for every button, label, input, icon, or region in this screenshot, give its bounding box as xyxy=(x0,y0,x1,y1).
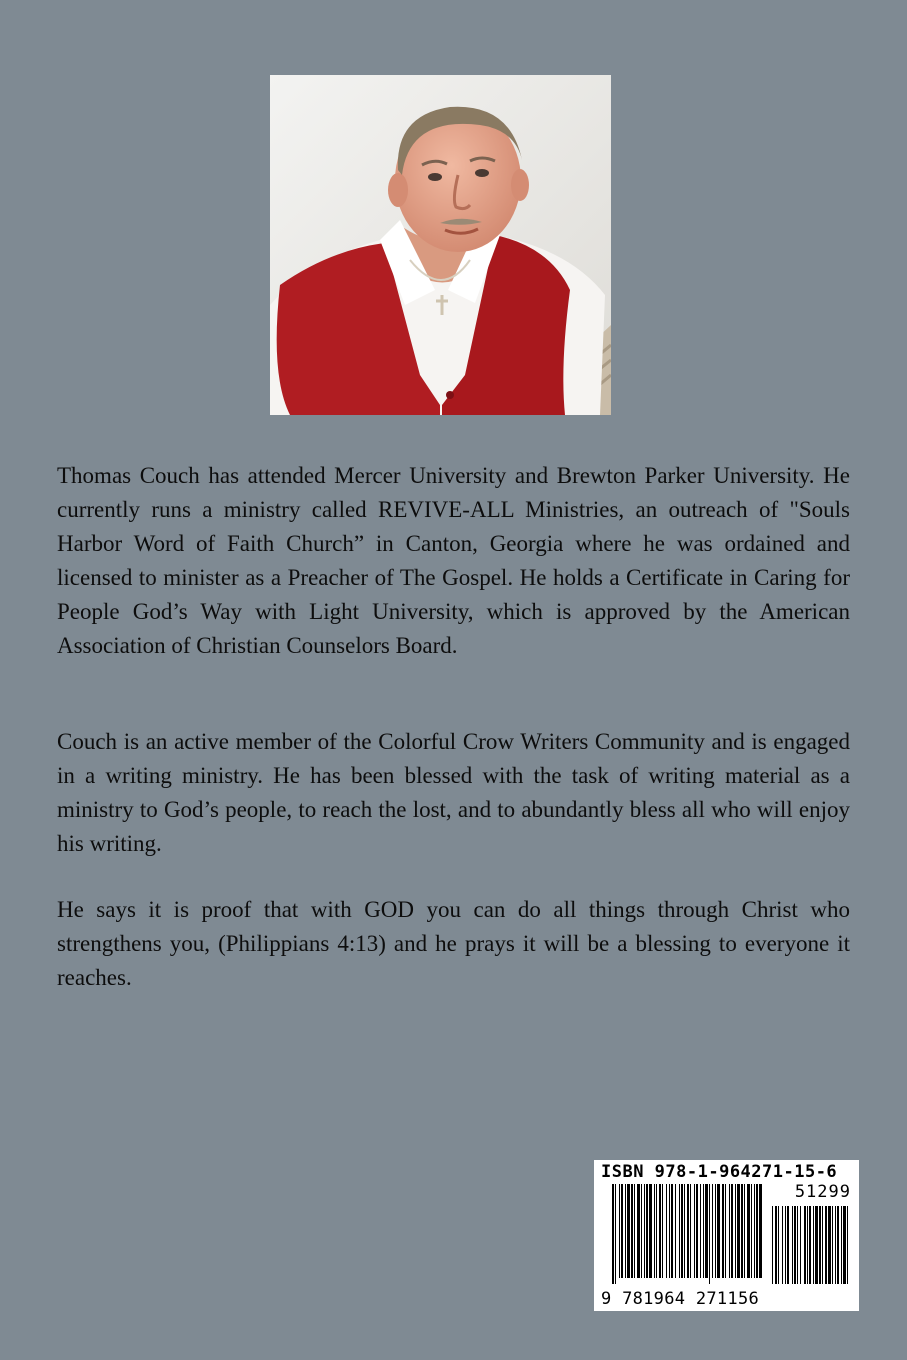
barcode-bar xyxy=(696,1184,698,1278)
barcode-bar xyxy=(625,1184,626,1278)
barcode-bar xyxy=(619,1184,620,1278)
addon-bar xyxy=(828,1206,831,1284)
addon-bar xyxy=(794,1206,796,1284)
barcode-bar xyxy=(666,1184,667,1278)
barcode-bar xyxy=(703,1184,704,1278)
isbn-barcode xyxy=(594,1160,859,1311)
bio-paragraph-1: Thomas Couch has attended Mercer University and Brewton Parker University. He currently runs a ministry called REVIVE-ALL Ministries, an outreach of "Souls Harbor Word of Faith Church” in Canton, Georgia where he was ordained and licensed to minister as a Preacher of The Gospel. He holds a Certificate in Caring for People God’s Way with Light University, which is approved by the American Association of Christian Counselors Board. xyxy=(57,463,850,658)
barcode-bar xyxy=(735,1184,736,1278)
author-portrait-illustration xyxy=(270,75,611,415)
isbn-label: ISBN 978-1-964271-15-6 xyxy=(601,1162,838,1182)
addon-bar xyxy=(775,1206,777,1284)
barcode-bar xyxy=(705,1184,708,1278)
barcode-bar xyxy=(654,1184,655,1278)
addon-bar xyxy=(843,1206,846,1284)
barcode-bar xyxy=(644,1184,645,1278)
addon-bar xyxy=(778,1206,779,1284)
addon-bar xyxy=(822,1206,823,1284)
addon-bar xyxy=(847,1206,848,1284)
barcode-bar xyxy=(751,1184,752,1278)
addon-bar xyxy=(792,1206,793,1284)
barcode-bar xyxy=(627,1184,630,1278)
barcode-bar xyxy=(741,1184,743,1278)
barcode-bar xyxy=(612,1184,614,1284)
addon-bar xyxy=(787,1206,789,1284)
barcode-bar xyxy=(637,1184,640,1278)
barcode-bar xyxy=(662,1184,663,1278)
addon-bar xyxy=(782,1206,783,1284)
barcode-bar xyxy=(754,1184,755,1278)
barcode-bar xyxy=(690,1184,691,1278)
barcode-bar xyxy=(687,1184,689,1278)
addon-bar xyxy=(797,1206,798,1284)
barcode-bar xyxy=(679,1184,680,1278)
addon-bar xyxy=(819,1206,821,1284)
price-code: 51299 xyxy=(794,1182,851,1202)
barcode-bar xyxy=(744,1184,745,1278)
barcode-bar xyxy=(756,1184,758,1278)
barcode-bar xyxy=(737,1184,740,1278)
barcode-bar xyxy=(669,1184,670,1278)
barcode-bar xyxy=(675,1184,676,1278)
barcode-bar xyxy=(641,1184,642,1278)
barcode-bar xyxy=(709,1184,710,1284)
barcode-bar xyxy=(729,1184,730,1278)
addon-bar xyxy=(825,1206,827,1284)
barcode-bar xyxy=(725,1184,726,1278)
barcode-bar xyxy=(731,1184,733,1278)
barcode-bar xyxy=(671,1184,673,1278)
ean-digits: 9 781964 271156 xyxy=(601,1289,760,1309)
barcode-bar xyxy=(681,1184,683,1278)
barcode-bar xyxy=(659,1184,661,1278)
barcode-bar xyxy=(694,1184,695,1278)
barcode-bar xyxy=(712,1184,713,1278)
barcode-bar xyxy=(700,1184,701,1278)
bio-paragraph-2: Couch is an active member of the Colorful Crow Writers Community and is engaged in a writing ministry. He has been blessed with the task of writing material as a ministry to God’s people, to reach the lost, and to abundantly bless all who will enjoy his writing. xyxy=(57,729,850,856)
barcode-bar xyxy=(684,1184,685,1278)
barcode-bar xyxy=(715,1184,716,1278)
addon-bar xyxy=(772,1206,773,1284)
barcode-bar xyxy=(656,1184,657,1278)
addon-bar xyxy=(804,1206,806,1284)
bio-paragraph-3: He says it is proof that with GOD you can do all things through Christ who strengthens you, (Philippians 4:13) and he prays it will be a blessing to everyone it reaches. xyxy=(57,897,850,990)
barcode-bar xyxy=(621,1184,623,1278)
barcode-bar xyxy=(747,1184,750,1278)
addon-bar xyxy=(809,1206,811,1284)
addon-bar xyxy=(800,1206,801,1284)
barcode-bars xyxy=(612,1184,852,1290)
addon-bar xyxy=(841,1206,842,1284)
barcode-bar xyxy=(759,1184,762,1278)
barcode-bar xyxy=(615,1184,616,1284)
addon-bar xyxy=(837,1206,839,1284)
addon-bar xyxy=(835,1206,836,1284)
barcode-bar xyxy=(634,1184,635,1278)
barcode-bar xyxy=(717,1184,720,1278)
barcode-bar xyxy=(722,1184,724,1278)
barcode-bar xyxy=(631,1184,633,1278)
barcode-bar xyxy=(649,1184,652,1278)
addon-bar xyxy=(832,1206,833,1284)
addon-bar xyxy=(815,1206,818,1284)
author-photo xyxy=(270,75,611,415)
addon-bar xyxy=(807,1206,808,1284)
addon-bar xyxy=(813,1206,814,1284)
addon-bar xyxy=(785,1206,786,1284)
barcode-bar xyxy=(646,1184,648,1278)
